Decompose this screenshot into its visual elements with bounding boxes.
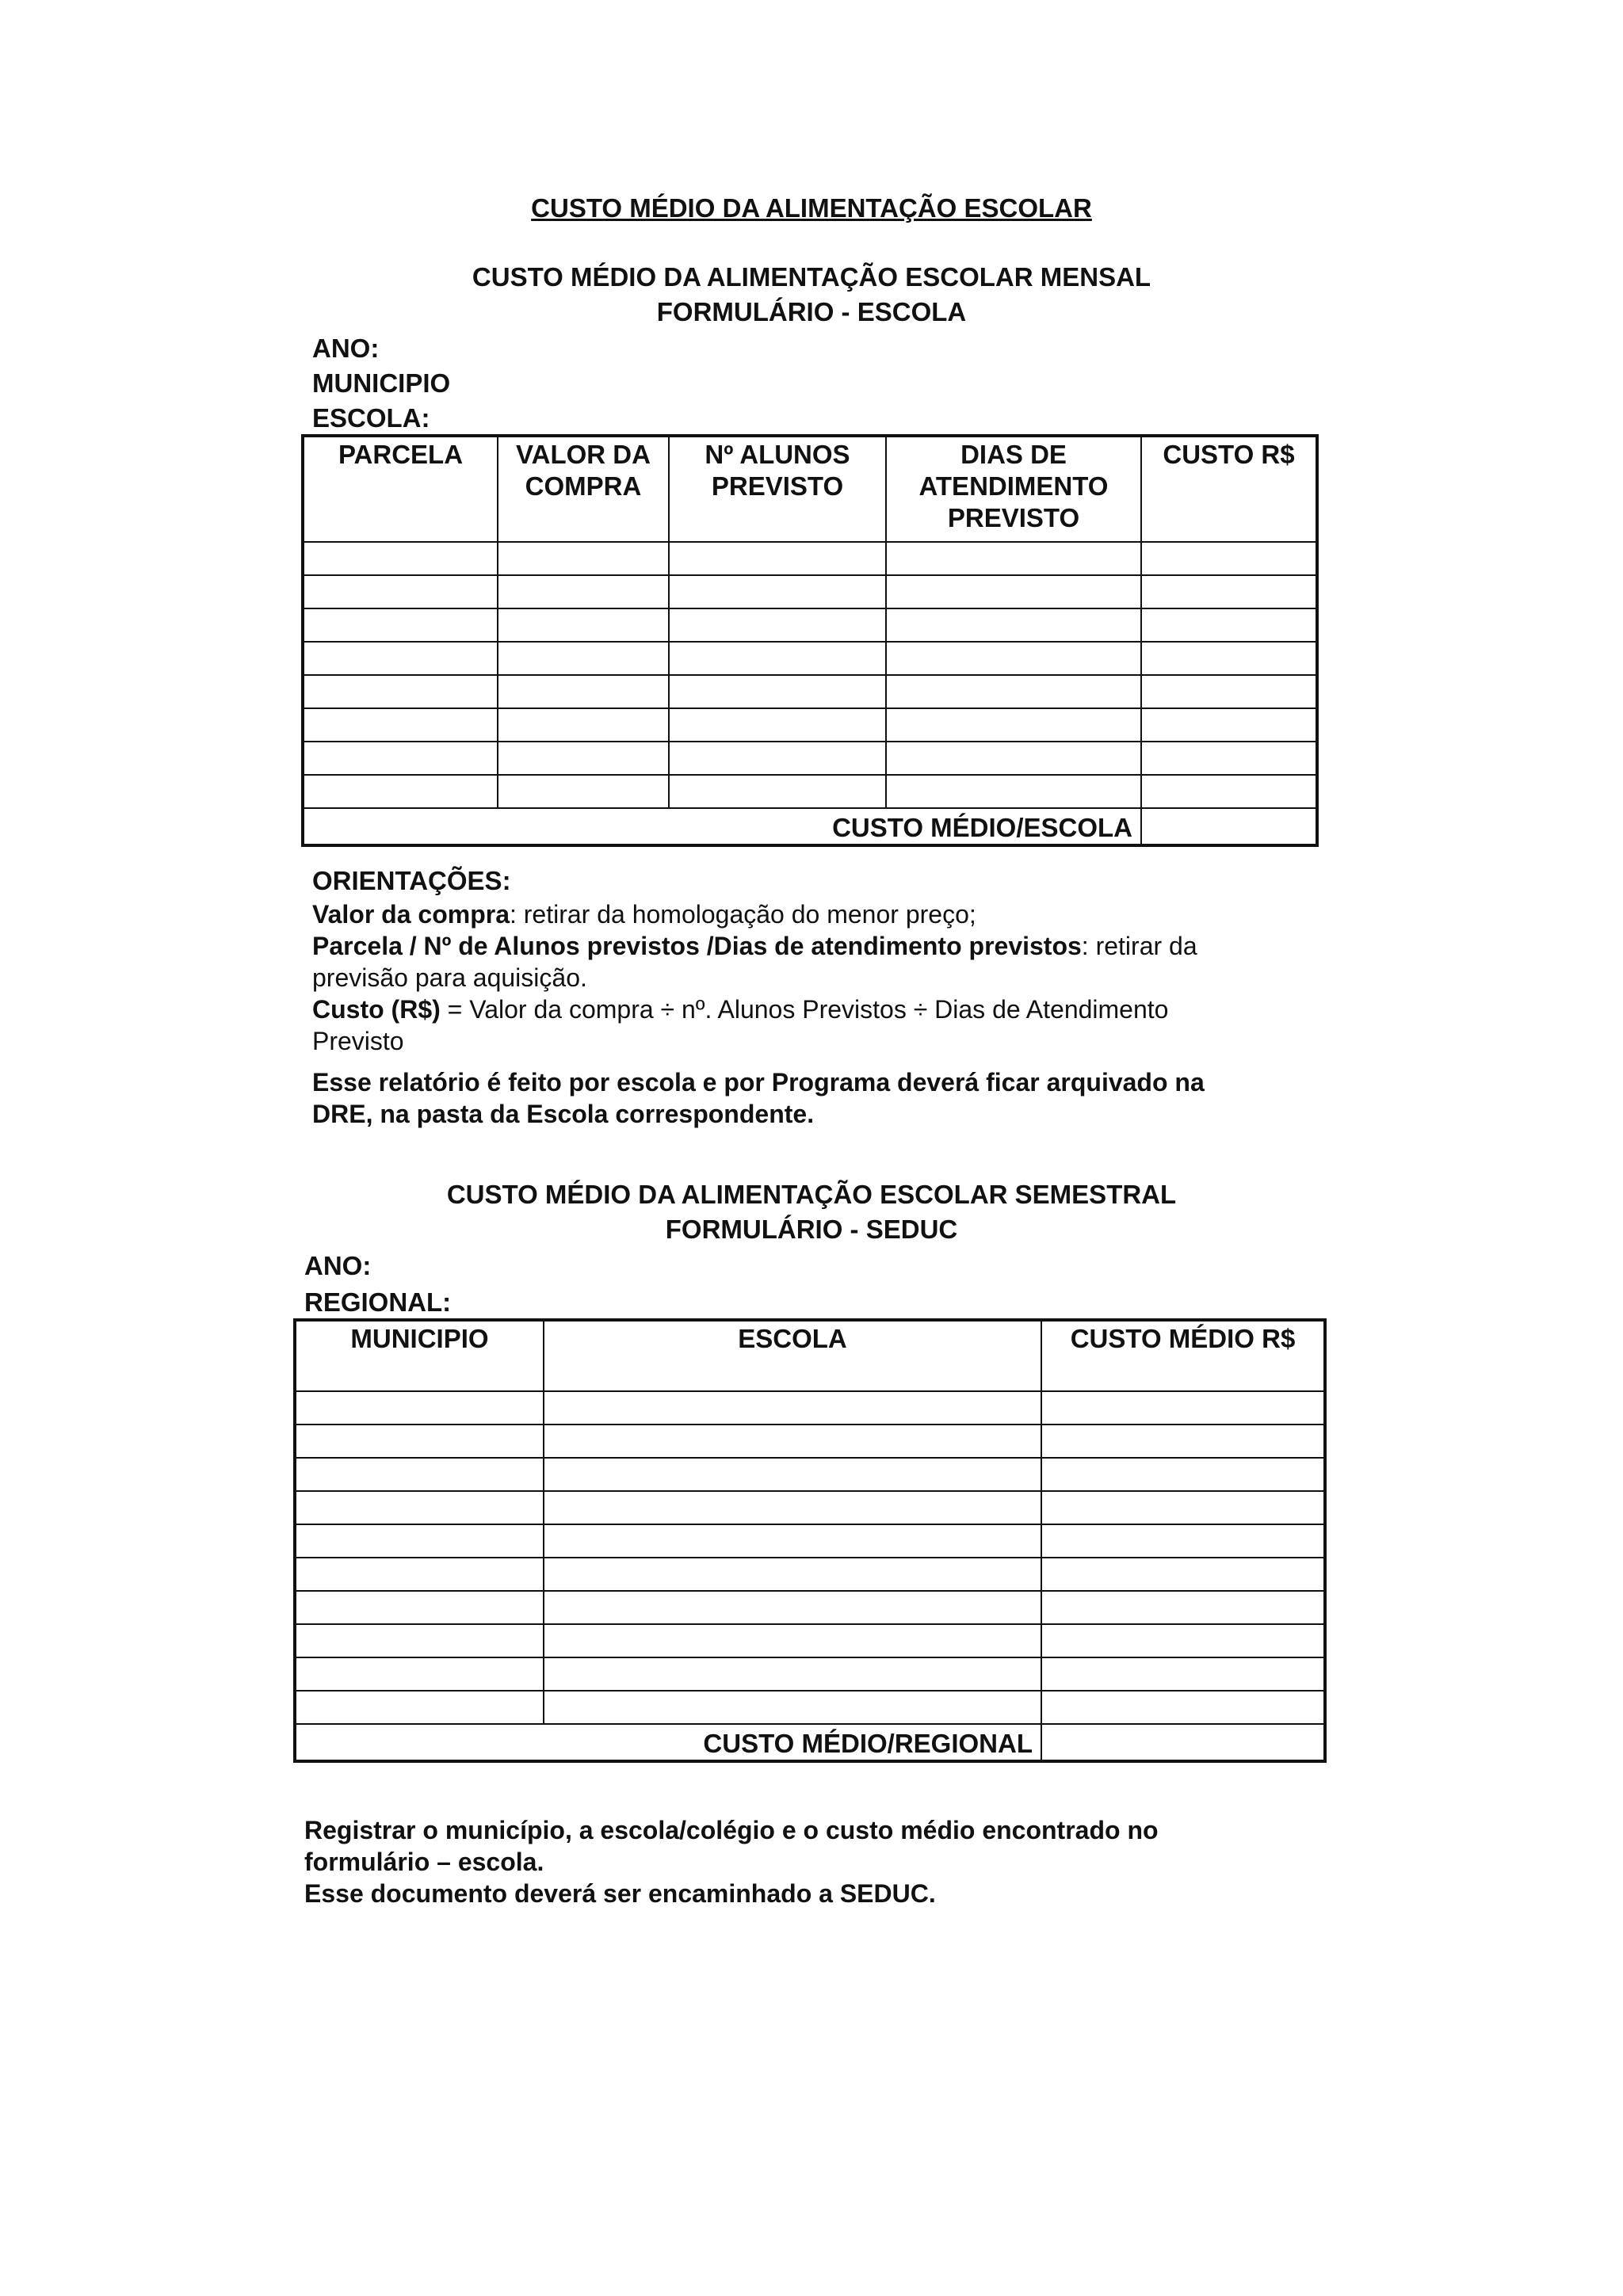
instruction-line2: formulário – escola. <box>304 1848 544 1876</box>
cell-input[interactable] <box>295 1491 544 1524</box>
cell-input[interactable] <box>498 642 669 675</box>
table-row <box>303 675 1317 708</box>
monthly-subtitle: FORMULÁRIO - ESCOLA <box>656 297 967 326</box>
cell-input[interactable] <box>1141 542 1317 575</box>
cell-input[interactable] <box>498 542 669 575</box>
cell-input[interactable] <box>498 575 669 608</box>
guidance-heading: ORIENTAÇÕES: <box>312 866 511 895</box>
monthly-footer-row <box>303 808 1317 845</box>
table-row <box>303 542 1317 575</box>
cell-input[interactable] <box>669 675 886 708</box>
cell-input[interactable] <box>295 1691 544 1724</box>
header-valor-compra: VALOR DA COMPRA <box>498 436 669 542</box>
guidance-custo: Custo (R$) = Valor da compra ÷ nº. Alunos Previstos ÷ Dias de Atendimento <box>312 995 1169 1024</box>
table-row <box>295 1591 1325 1624</box>
cell-input[interactable] <box>886 542 1141 575</box>
cell-input[interactable] <box>295 1524 544 1558</box>
semester-subtitle: FORMULÁRIO - SEDUC <box>665 1215 958 1244</box>
custo-medio-regional-value[interactable] <box>1041 1724 1325 1761</box>
table-row <box>295 1624 1325 1657</box>
instruction-line3: Esse documento deverá ser encaminhado a SEDUC. <box>304 1879 936 1908</box>
field-ano-semestral: ANO: <box>304 1251 372 1280</box>
semester-title: CUSTO MÉDIO DA ALIMENTAÇÃO ESCOLAR SEMESTRAL <box>446 1180 1177 1209</box>
guidance-custo-cont: Previsto <box>312 1027 404 1055</box>
table-row <box>295 1391 1325 1425</box>
cell-input[interactable] <box>544 1558 1041 1591</box>
cell-input[interactable] <box>498 742 669 775</box>
semester-header-row <box>295 1320 1325 1391</box>
monthly-cost-table <box>301 434 1319 847</box>
table-row <box>303 575 1317 608</box>
field-ano: ANO: <box>312 334 380 363</box>
table-row <box>303 742 1317 775</box>
cell-input[interactable] <box>303 675 498 708</box>
instruction-line1: Registrar o município, a escola/colégio e o custo médio encontrado no <box>304 1816 1159 1844</box>
cell-input[interactable] <box>669 542 886 575</box>
cell-input[interactable] <box>886 775 1141 808</box>
cell-input[interactable] <box>886 742 1141 775</box>
cell-input[interactable] <box>1041 1491 1325 1524</box>
header-parcela: PARCELA <box>303 436 498 542</box>
table-row <box>295 1491 1325 1524</box>
cell-input[interactable] <box>303 608 498 642</box>
guidance-parcela-cont: previsão para aquisição. <box>312 963 587 992</box>
cell-input[interactable] <box>498 708 669 742</box>
header-escola: ESCOLA <box>544 1320 1041 1391</box>
guidance-note-line1: Esse relatório é feito por escola e por Programa deverá ficar arquivado na <box>312 1068 1205 1097</box>
table-row <box>295 1691 1325 1724</box>
table-row <box>303 642 1317 675</box>
cell-input[interactable] <box>295 1624 544 1657</box>
cell-input[interactable] <box>669 742 886 775</box>
cell-input[interactable] <box>1041 1624 1325 1657</box>
cell-input[interactable] <box>544 1624 1041 1657</box>
cell-input[interactable] <box>498 608 669 642</box>
monthly-title: CUSTO MÉDIO DA ALIMENTAÇÃO ESCOLAR MENSAL <box>472 262 1151 292</box>
cell-input[interactable] <box>303 708 498 742</box>
table-row <box>295 1558 1325 1591</box>
guidance-block <box>312 898 1342 1057</box>
cell-input[interactable] <box>886 575 1141 608</box>
cell-input[interactable] <box>1141 642 1317 675</box>
custo-medio-escola-value[interactable] <box>1141 808 1317 845</box>
cell-input[interactable] <box>1141 708 1317 742</box>
cell-input[interactable] <box>669 708 886 742</box>
cell-input[interactable] <box>544 1391 1041 1425</box>
header-dias-atendimento: DIAS DE ATENDIMENTO PREVISTO <box>886 436 1141 542</box>
cell-input[interactable] <box>295 1391 544 1425</box>
table-row <box>303 775 1317 808</box>
cell-input[interactable] <box>886 642 1141 675</box>
cell-input[interactable] <box>669 608 886 642</box>
cell-input[interactable] <box>295 1458 544 1491</box>
guidance-note <box>312 1066 1358 1130</box>
cell-input[interactable] <box>544 1425 1041 1458</box>
header-custo-medio: CUSTO MÉDIO R$ <box>1041 1320 1325 1391</box>
cell-input[interactable] <box>303 542 498 575</box>
cell-input[interactable] <box>544 1591 1041 1624</box>
cell-input[interactable] <box>295 1558 544 1591</box>
cell-input[interactable] <box>544 1524 1041 1558</box>
cell-input[interactable] <box>1141 675 1317 708</box>
table-row <box>303 708 1317 742</box>
guidance-valor: Valor da compra: retirar da homologação do menor preço; <box>312 900 976 929</box>
cell-input[interactable] <box>1041 1591 1325 1624</box>
cell-input[interactable] <box>303 775 498 808</box>
table-row <box>295 1657 1325 1691</box>
cell-input[interactable] <box>303 575 498 608</box>
cell-input[interactable] <box>886 708 1141 742</box>
header-alunos-previsto: Nº ALUNOS PREVISTO <box>669 436 886 542</box>
semester-cost-table <box>293 1318 1327 1763</box>
table-row <box>295 1425 1325 1458</box>
cell-input[interactable] <box>1041 1391 1325 1425</box>
field-regional: REGIONAL: <box>304 1287 452 1317</box>
cell-input[interactable] <box>1041 1657 1325 1691</box>
cell-input[interactable] <box>498 675 669 708</box>
cell-input[interactable] <box>303 642 498 675</box>
cell-input[interactable] <box>1141 608 1317 642</box>
semester-instructions <box>304 1814 1350 1909</box>
guidance-parcela: Parcela / Nº de Alunos previstos /Dias de atendimento previstos: retirar da <box>312 932 1197 960</box>
cell-input[interactable] <box>1141 742 1317 775</box>
cell-input[interactable] <box>669 642 886 675</box>
cell-input[interactable] <box>295 1425 544 1458</box>
header-municipio: MUNICIPIO <box>295 1320 544 1391</box>
table-row <box>303 608 1317 642</box>
cell-input[interactable] <box>544 1458 1041 1491</box>
document-title: CUSTO MÉDIO DA ALIMENTAÇÃO ESCOLAR <box>531 193 1092 223</box>
field-escola: ESCOLA: <box>312 403 430 433</box>
cell-input[interactable] <box>295 1591 544 1624</box>
cell-input[interactable] <box>1041 1425 1325 1458</box>
table-row <box>295 1458 1325 1491</box>
semester-footer-row <box>295 1724 1325 1761</box>
cell-input[interactable] <box>303 742 498 775</box>
table-row <box>295 1524 1325 1558</box>
guidance-note-line2: DRE, na pasta da Escola correspondente. <box>312 1100 815 1128</box>
cell-input[interactable] <box>1141 775 1317 808</box>
custo-medio-escola-label: CUSTO MÉDIO/ESCOLA <box>303 808 1141 845</box>
cell-input[interactable] <box>544 1491 1041 1524</box>
cell-input[interactable] <box>295 1657 544 1691</box>
cell-input[interactable] <box>498 775 669 808</box>
cell-input[interactable] <box>1041 1458 1325 1491</box>
cell-input[interactable] <box>886 675 1141 708</box>
cell-input[interactable] <box>1041 1691 1325 1724</box>
custo-medio-regional-label: CUSTO MÉDIO/REGIONAL <box>295 1724 1041 1761</box>
cell-input[interactable] <box>1041 1558 1325 1591</box>
field-municipio: MUNICIPIO <box>312 368 451 398</box>
cell-input[interactable] <box>669 775 886 808</box>
cell-input[interactable] <box>544 1657 1041 1691</box>
cell-input[interactable] <box>669 575 886 608</box>
cell-input[interactable] <box>1141 575 1317 608</box>
header-custo: CUSTO R$ <box>1141 436 1317 542</box>
monthly-header-row <box>303 436 1317 542</box>
cell-input[interactable] <box>1041 1524 1325 1558</box>
cell-input[interactable] <box>886 608 1141 642</box>
cell-input[interactable] <box>544 1691 1041 1724</box>
